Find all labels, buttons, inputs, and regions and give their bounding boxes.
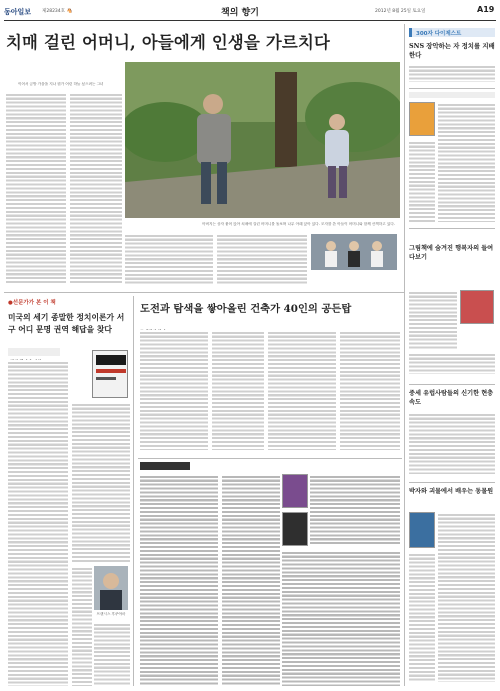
- new-book-cover-b: [282, 512, 308, 546]
- right-item-2-title: 그림책에 숨겨진 행복자의 들여다보기: [409, 245, 494, 261]
- page-number: A19: [477, 5, 495, 14]
- issue-meta: 제28234호 🐴: [42, 9, 73, 14]
- right-item-1-text: [409, 64, 495, 82]
- main-text-col-4: [217, 233, 307, 285]
- author-portrait: [94, 566, 128, 610]
- lower-left-text-col-1: [8, 360, 68, 686]
- lower-left-book-cover: [92, 350, 128, 398]
- right-rule-3: [409, 384, 495, 385]
- lower-left-rule: [133, 296, 134, 686]
- main-photo: [125, 62, 400, 218]
- right-item-2-text-b: [409, 140, 435, 222]
- right-book-cover-1: [409, 102, 435, 136]
- right-item-3-title: 중세 유럽사람들의 신기한 현충속도: [409, 390, 494, 406]
- inset-photo-illustration: [311, 234, 397, 270]
- right-item-5-text-b: [409, 552, 435, 682]
- issue-date: 2012년 8월 25일 토요일: [375, 9, 426, 14]
- new-books-list-col-4: [282, 550, 400, 686]
- lower-left-headline: 미국의 세기 종말한 정치이론가 서구 어디 문명 권역 해답을 찾다: [8, 313, 125, 334]
- main-story-rule: [4, 292, 404, 293]
- section-title: 책의 향기: [221, 8, 259, 18]
- right-book-cover-2: [460, 290, 494, 324]
- main-text-col-2: [70, 92, 122, 285]
- main-photo-illustration: [125, 62, 400, 218]
- right-column-rule: [404, 24, 405, 686]
- lower-center-headline: 도전과 탐색을 쌓아올린 건축가 40인의 공든탑: [140, 303, 352, 315]
- new-books-list-col-1: [140, 474, 218, 686]
- new-books-header: [140, 462, 190, 470]
- right-item-5-text: [438, 512, 495, 682]
- right-rule-1: [409, 88, 495, 89]
- main-text-col-1: [6, 92, 66, 285]
- right-rule-4: [409, 482, 495, 483]
- lower-center-label: [140, 318, 200, 326]
- digest-badge: 300자 다이제스트: [409, 28, 495, 37]
- new-books-list-col-2: [222, 474, 280, 686]
- author-caption: 프랜시스 후쿠야마: [96, 612, 126, 616]
- new-books-list-col-3: [310, 474, 400, 544]
- lower-left-text-col-2: [72, 402, 130, 562]
- right-item-3-text-b: [409, 352, 495, 374]
- right-item-1-title: SNS 장악하는 자 정치를 지배한다: [409, 42, 495, 59]
- main-text-col-3: [125, 233, 213, 285]
- right-item-2-text-a: [438, 102, 495, 222]
- masthead: [0, 0, 500, 22]
- right-item-3-text: [409, 290, 457, 350]
- right-item-4-title: 박자와 괴물에서 배우는 동물원: [409, 488, 494, 495]
- lower-left-label: [8, 348, 60, 356]
- lower-center-text-col-4: [340, 330, 400, 450]
- inset-photo: [311, 234, 397, 270]
- right-item-kicker: [409, 92, 495, 98]
- main-byline: 이어서 금방 가을을 지나 뭔가 어린 하늘 싶으려는 그녀: [18, 82, 104, 86]
- lower-left-text-col-3: [72, 566, 92, 686]
- masthead-rule: [4, 20, 496, 21]
- lower-center-text-col-3: [268, 330, 336, 450]
- main-headline: 치매 걸린 어머니, 아들에게 인생을 가르치다: [6, 33, 331, 52]
- book-cover-art: [93, 351, 129, 399]
- lower-left-kicker: ●선문가가 본 이 책: [8, 300, 56, 306]
- main-photo-caption: 아버지는 상자 붙어 앉아 치매에 걸린 어머니를 돌보며 나무 아래 앉아 있다. 모자를 쓴 아들이 어머니와 함께 산책하고 있다.: [202, 222, 395, 226]
- right-book-cover-3: [409, 512, 435, 548]
- lower-left-text-col-4: [94, 622, 130, 686]
- new-books-rule: [138, 458, 402, 459]
- new-book-cover-a: [282, 474, 308, 508]
- right-item-4-text: [409, 412, 495, 474]
- paper-name: 동아일보: [4, 7, 32, 16]
- author-portrait-art: [94, 566, 128, 610]
- lower-center-text-col-2: [212, 330, 264, 450]
- lower-center-text-col-1: [140, 330, 208, 450]
- right-rule-2: [409, 228, 495, 229]
